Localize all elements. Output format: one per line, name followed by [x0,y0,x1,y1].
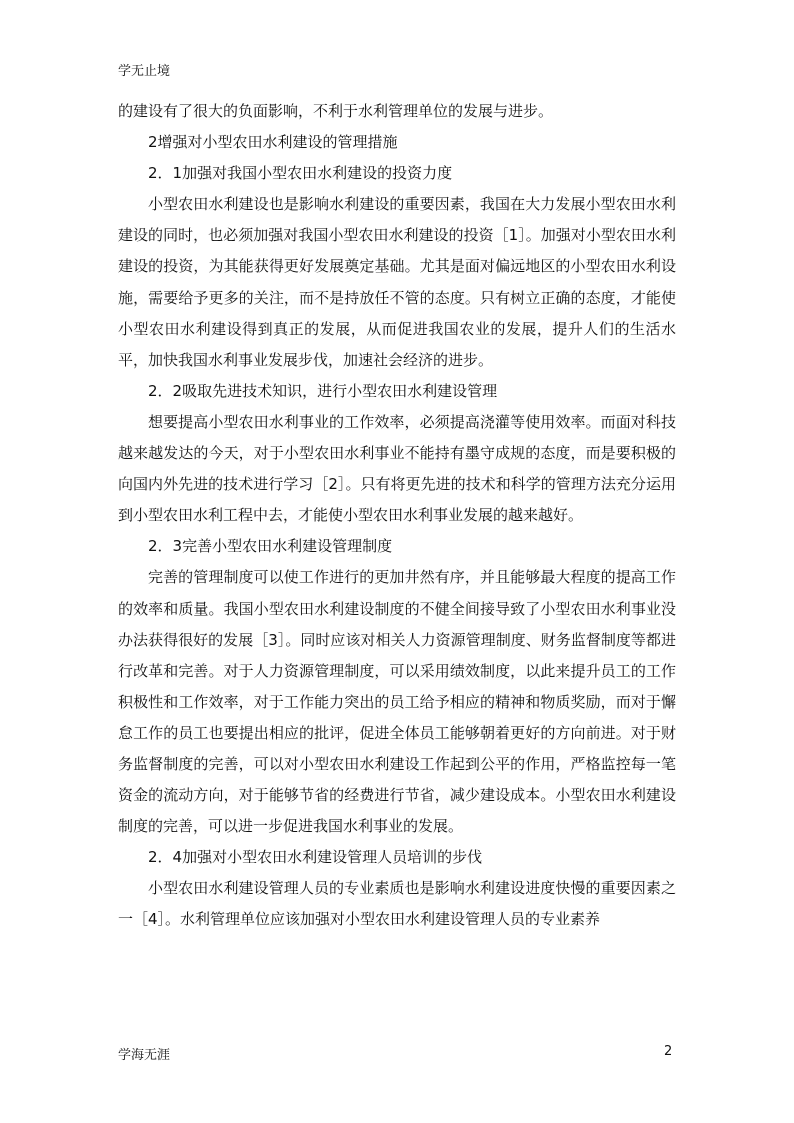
subsection-paragraph: 小型农田水利建设也是影响水利建设的重要因素，我国在大力发展小型农田水利建设的同时，也必须加强对我国小型农田水利建设的投资［1］。加强对小型农田水利建设的投资，为其能获得更好发展奠定基础。尤其是面对偏远地区的小型农田水利设施，需要给予更多的关注，而不是持放任不管的态度。只有树立正确的态度，才能使小型农田水利建设得到真正的发展，从而促进我国农业的发展，提升人们的生活水平，加快我国水利事业发展步伐，加速社会经济的进步。 [118,195,676,369]
page-header: 学无止境 [118,64,171,79]
subsection-paragraph: 小型农田水利建设管理人员的专业素质也是影响水利建设进度快慢的重要因素之一［4］。水利管理单位应该加强对小型农田水利建设管理人员的专业素养 [118,879,676,929]
document-body [118,96,676,936]
subsection-title: 2．4加强对小型农田水利建设管理人员培训的步伐 [148,848,483,867]
continuation-paragraph: 的建设有了很大的负面影响，不利于水利管理单位的发展与进步。 [118,102,554,120]
subsection-paragraph: 想要提高小型农田水利事业的工作效率，必须提高浇灌等使用效率。而面对科技越来越发达的今天，对于小型农田水利事业不能持有墨守成规的态度，而是要积极的向国内外先进的技术进行学习［2］。只有将更先进的技术和科学的管理方法充分运用到小型农田水利工程中去，才能使小型农田水利事业发展的越来越好。 [118,412,676,525]
section-title: 2增强对小型农田水利建设的管理措施 [148,133,398,152]
page-number: 2 [664,1044,673,1059]
subsection-paragraph: 完善的管理制度可以使工作进行的更加井然有序，并且能够最大程度的提高工作的效率和质量。我国小型农田水利建设制度的不健全间接导致了小型农田水利事业没办法获得很好的发展［3］。同时应该对相关人力资源管理制度、财务监督制度等都进行改革和完善。对于人力资源管理制度，可以采用绩效制度，以此来提升员工的工作积极性和工作效率，对于工作能力突出的员工给予相应的精神和物质奖励，而对于懈怠工作的员工也要提出相应的批评，促进全体员工能够朝着更好的方向前进。对于财务监督制度的完善，可以对小型农田水利建设工作起到公平的作用，严格监控每一笔资金的流动方向，对于能够节省的经费进行节省，减少建设成本。小型农田水利建设制度的完善，可以进一步促进我国水利事业的发展。 [118,568,676,836]
subsection-title: 2．1加强对我国小型农田水利建设的投资力度 [148,164,453,183]
subsection-title: 2．2吸取先进技术知识，进行小型农田水利建设管理 [148,381,498,400]
page-footer-text: 学海无涯 [118,1048,171,1063]
subsection-title: 2．3完善小型农田水利建设管理制度 [148,537,393,556]
